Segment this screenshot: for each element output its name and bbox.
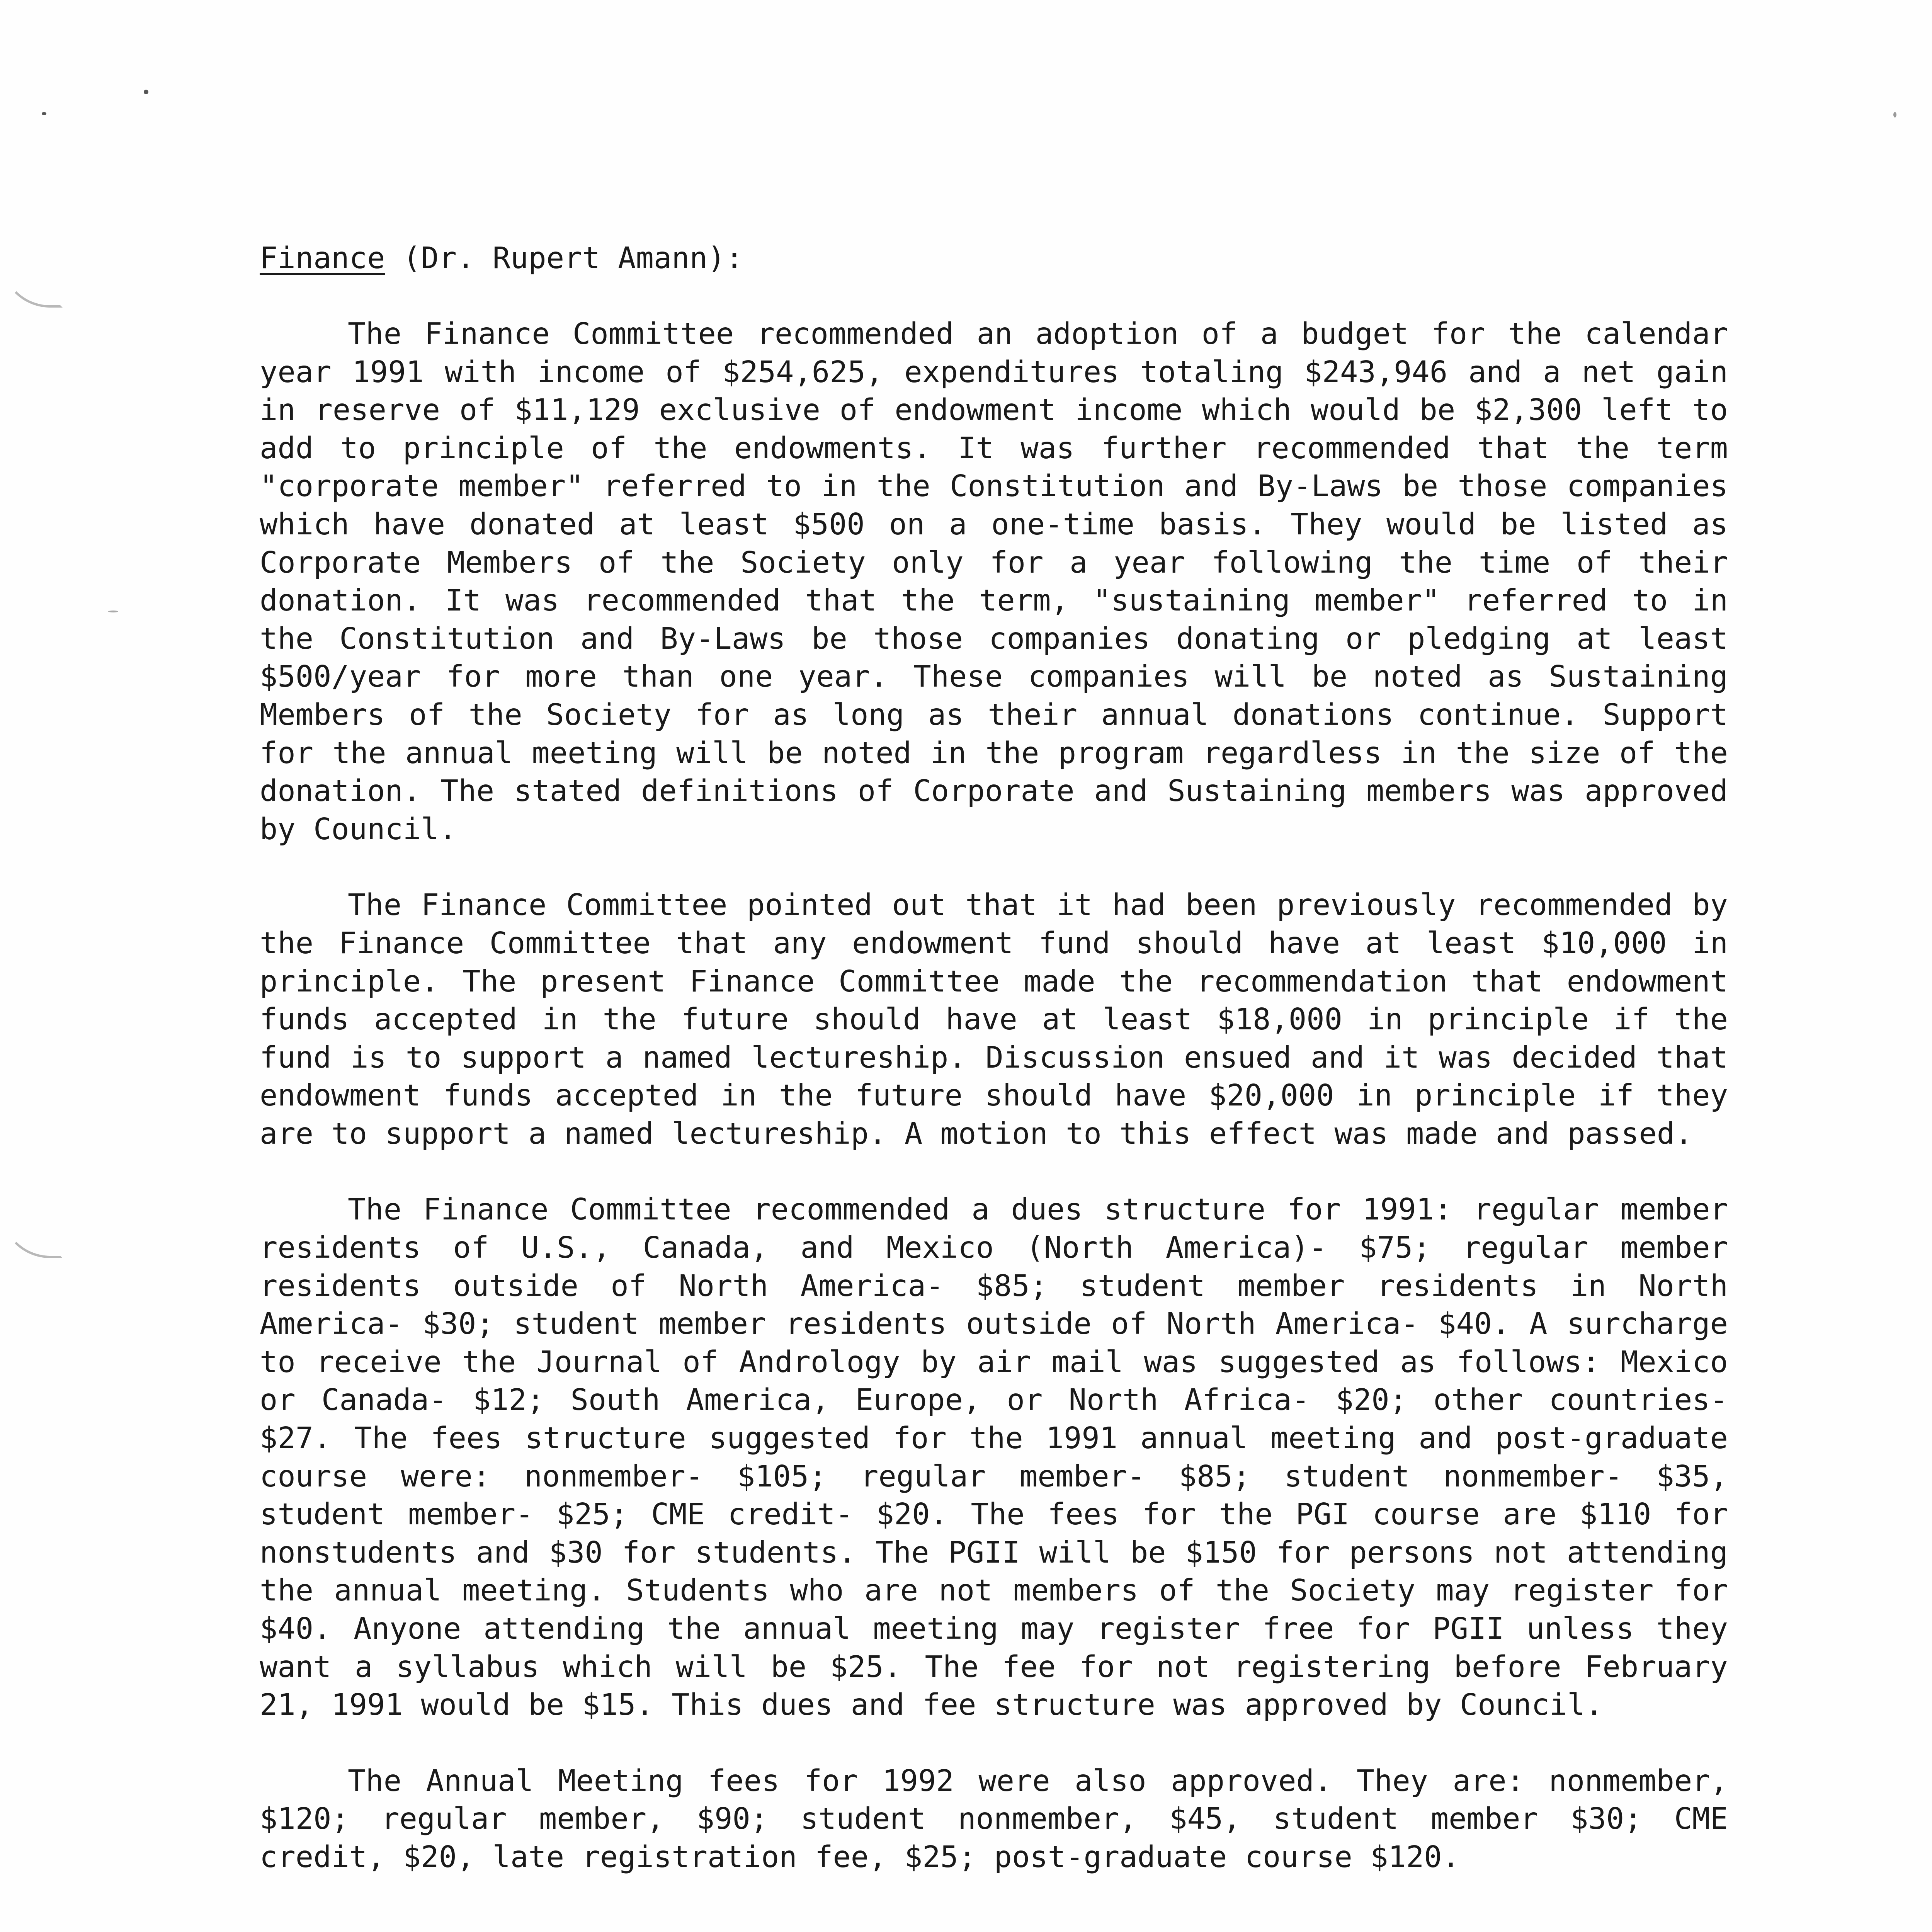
scan-speck [144,90,148,94]
scan-speck [108,611,118,612]
binder-hole-middle [0,1206,63,1258]
document-body [260,240,1728,1932]
binder-hole-top [0,255,63,308]
finance-paragraph: The Finance Committee pointed out that it had been previously recommended by the Finance Committee that any endowment fund should have at least $10,000 in principle. The present Finance Committee made the recommendation that endowment funds accepted in the future should have at least $18,000 in principle if the fund is to support a named lectureship. Discussion ensued and it was decided that endowment funds accepted in the future should have $20,000 in principle if they are to support a named lectureship. A motion to this effect was made and passed. [260,888,1728,1151]
finance-paragraph: The Finance Committee recommended a dues structure for 1991: regular member residents of U.S., Canada, and Mexico (North America)- $75; regular member residents outside of North America- $85; student member residents in North America- $30; student member residents outside of North America- $40. A surcharge to receive the Journal of Andrology by air mail was suggested as follows: Mexico or Canada- $12; South America, Europe, or North Africa- $20; other countries- $27. The fees structure suggested for the 1991 annual meeting and post-graduate course were: nonmember- $105; regular member- $85; student nonmember- $35, student member- $25; CME credit- $20. The fees for the PGI course are $110 for nonstudents and $30 for students. The PGII will be $150 for persons not attending the annual meeting. Students who are not members of the Society may register for $40. Anyone attending the annual meeting may register free for PGII unless they want a syllabus which will be $25. The fee for not registering before February 21, 1991 would be $15. This dues and fee structure was approved by Council. [260,1192,1728,1723]
section-heading-finance [260,240,1728,277]
scan-speck [1893,112,1896,117]
section-title: Finance [260,241,385,276]
section-presenter: (Dr. Rupert Amann): [403,241,743,276]
finance-paragraph: The Finance Committee recommended an adoption of a budget for the calendar year 1991 with income of $254,625, expenditures totaling $243,946 and a net gain in reserve of $11,129 exclusive of endowment income which would be $2,300 left to add to principle of the endowments. It was further recommended that the term "corporate member" referred to in the Constitution and By-Laws be those companies which have donated at least $500 on a one-time basis. They would be listed as Corporate Members of the Society only for a year following the time of their donation. It was recommended that the term, "sustaining member" referred to in the Constitution and By-Laws be those companies donating or pledging at least $500/year for more than one year. These companies will be noted as Sustaining Members of the Society for as long as their annual donations continue. Support for the annual meeting will be noted in the program regardless in the size of the donation. The stated definitions of Corporate and Sustaining members was approved by Council. [260,317,1728,847]
finance-paragraph: The Annual Meeting fees for 1992 were also approved. They are: nonmember, $120; regular member, $90; student nonmember, $45, student member $30; CME credit, $20, late registration fee, $25; post-graduate course $120. [260,1764,1728,1874]
scan-speck [42,112,46,115]
